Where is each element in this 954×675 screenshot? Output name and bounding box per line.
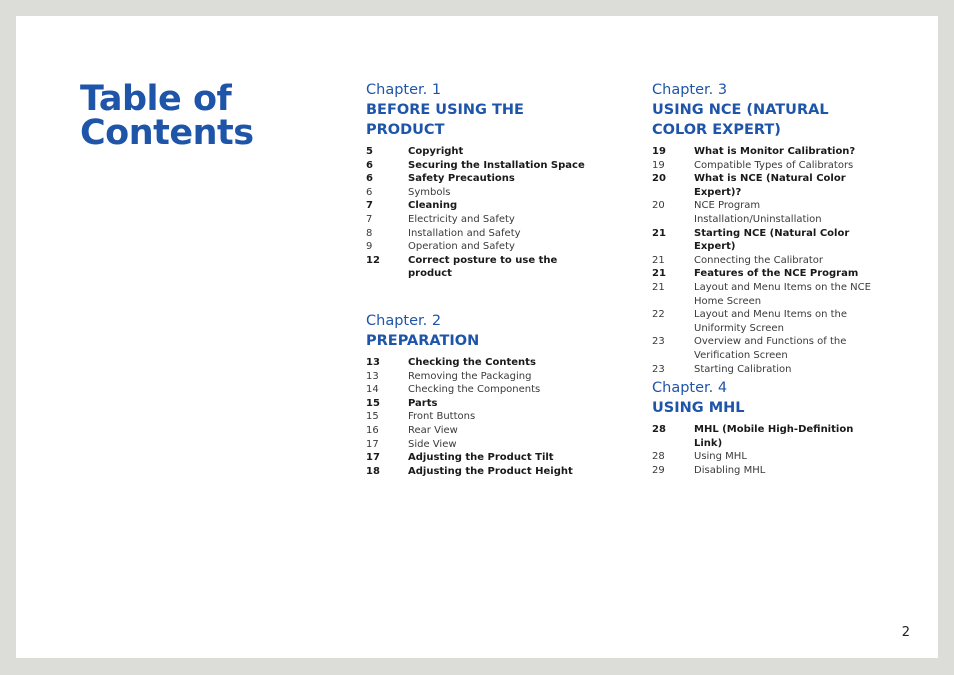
page-number: 2 <box>901 625 910 640</box>
toc-entry-link[interactable] <box>652 199 884 226</box>
toc-entry-text: Adjusting the Product Height <box>408 465 573 477</box>
page-title-line-2: Contents <box>80 113 254 153</box>
toc-entry-text: Securing the Installation Space <box>408 159 585 171</box>
toc-entry-link[interactable] <box>366 370 596 384</box>
toc-entry-text: Layout and Menu Items on the Uniformity Screen <box>694 309 847 334</box>
toc-entry-link[interactable] <box>366 145 596 159</box>
chapter-title <box>652 398 882 418</box>
toc-entry-text: Layout and Menu Items on the NCE Home Screen <box>694 281 871 307</box>
toc-entry-page: 23 <box>652 336 665 348</box>
toc-entry-link[interactable] <box>366 383 596 397</box>
chapter-title-line: COLOR EXPERT) <box>652 122 781 138</box>
chapter-3-section <box>652 80 884 376</box>
toc-entry-page: 9 <box>366 241 373 253</box>
toc-entry-text: Adjusting the Product Tilt <box>408 452 554 464</box>
toc-entry-page: 28 <box>652 424 666 435</box>
chapter-label: Chapter. 1 <box>366 82 442 98</box>
toc-entry-page: 7 <box>366 213 373 225</box>
toc-entry-link[interactable] <box>652 335 884 362</box>
toc-entry-link[interactable] <box>652 423 882 450</box>
toc-entry-link[interactable] <box>652 172 884 199</box>
toc-entry-text: MHL (Mobile High-Definition Link) <box>694 424 854 449</box>
toc-entry-link[interactable] <box>366 356 596 370</box>
toc-entry-link[interactable] <box>366 410 596 424</box>
toc-entry-page: 16 <box>366 424 379 436</box>
chapter-title-line: BEFORE USING THE <box>366 102 524 118</box>
toc-entry-page: 17 <box>366 438 379 450</box>
toc-entry-text: Features of the NCE Program <box>694 268 859 280</box>
page-title <box>80 79 340 153</box>
toc-entry-text: Starting NCE (Natural Color Expert) <box>694 227 850 253</box>
chapter-1-section <box>366 80 596 281</box>
toc-entry-page: 13 <box>366 370 379 382</box>
toc-entry-text: Starting Calibration <box>694 363 792 375</box>
toc-entry-link[interactable] <box>652 254 884 268</box>
toc-entry-page: 12 <box>366 254 380 266</box>
toc-entry-link[interactable] <box>366 213 596 227</box>
toc-entry-page: 14 <box>366 384 379 396</box>
chapter-title-line: USING MHL <box>652 400 745 416</box>
toc-entry-link[interactable] <box>366 159 596 173</box>
toc-entry-text: Copyright <box>408 146 464 157</box>
chapter-label: Chapter. 3 <box>652 82 728 98</box>
toc-entry-page: 21 <box>652 281 665 293</box>
toc-entry-link[interactable] <box>366 240 596 254</box>
toc-entry-page: 18 <box>366 465 380 477</box>
chapter-title-line: USING NCE (NATURAL <box>652 102 829 118</box>
toc-entry-link[interactable] <box>366 227 596 241</box>
chapter-title <box>652 100 884 140</box>
toc-entry-link[interactable] <box>366 438 596 452</box>
toc-entry-text: Compatible Types of Calibrators <box>694 159 854 171</box>
chapter-label: Chapter. 2 <box>366 313 442 329</box>
toc-entry-link[interactable] <box>652 464 882 478</box>
toc-entry-text: NCE Program Installation/Uninstallation <box>694 200 822 225</box>
toc-entry-text: What is NCE (Natural Color Expert)? <box>694 173 846 198</box>
toc-entry-text: Side View <box>408 438 457 450</box>
page-title-line-1: Table of <box>80 79 232 119</box>
chapter-title <box>366 100 596 140</box>
toc-entry-link[interactable] <box>366 451 596 465</box>
toc-entry-link[interactable] <box>366 186 596 200</box>
toc-entry-text: Checking the Components <box>408 384 541 396</box>
toc-entry-text: Rear View <box>408 424 458 436</box>
toc-entry-page: 29 <box>652 464 665 476</box>
toc-entry-page: 15 <box>366 411 379 423</box>
toc-entry-text: Electricity and Safety <box>408 213 515 225</box>
toc-entry-link[interactable] <box>366 465 596 479</box>
toc-entry-page: 7 <box>366 200 373 212</box>
toc-entry-link[interactable] <box>652 145 884 159</box>
toc-entry-text: Correct posture to use the product <box>408 254 558 280</box>
toc-entry-page: 19 <box>652 146 666 157</box>
toc-entry-text: Installation and Safety <box>408 227 521 239</box>
toc-entry-link[interactable] <box>652 450 882 464</box>
toc-entry-text: Connecting the Calibrator <box>694 254 823 266</box>
document-page <box>16 16 938 658</box>
toc-entry-page: 19 <box>652 159 665 171</box>
toc-entry-page: 6 <box>366 159 373 171</box>
chapter-2-section <box>366 311 596 478</box>
toc-entry-text: Overview and Functions of the Verification Screen <box>694 336 847 361</box>
toc-entry-link[interactable] <box>652 281 884 308</box>
toc-entry-link[interactable] <box>366 199 596 213</box>
toc-entry-page: 21 <box>652 268 666 280</box>
chapter-4-section <box>652 378 882 477</box>
chapter-label: Chapter. 4 <box>652 380 728 396</box>
toc-entry-link[interactable] <box>366 172 596 186</box>
toc-entry-link[interactable] <box>652 227 884 254</box>
toc-entry-text: Disabling MHL <box>694 464 766 476</box>
chapter-title-line: PRODUCT <box>366 122 445 138</box>
toc-entry-page: 8 <box>366 227 373 239</box>
toc-entry-page: 28 <box>652 451 665 463</box>
chapter-title <box>366 331 596 351</box>
toc-entry-link[interactable] <box>366 424 596 438</box>
toc-entry-page: 20 <box>652 173 666 185</box>
toc-entry-text: Checking the Contents <box>408 357 536 368</box>
toc-entry-link[interactable] <box>652 267 884 281</box>
toc-entry-link[interactable] <box>652 308 884 335</box>
toc-entry-text: What is Monitor Calibration? <box>694 146 856 157</box>
toc-entry-text: Operation and Safety <box>408 241 515 253</box>
toc-entry-page: 6 <box>366 173 373 185</box>
toc-entry-link[interactable] <box>652 159 884 173</box>
toc-entry-page: 22 <box>652 309 665 321</box>
toc-entry-link[interactable] <box>652 363 884 377</box>
toc-entry-text: Removing the Packaging <box>408 370 532 382</box>
toc-entry-page: 13 <box>366 357 380 368</box>
toc-entry-text: Cleaning <box>408 200 458 212</box>
toc-entry-text: Front Buttons <box>408 411 476 423</box>
toc-entry-page: 17 <box>366 452 380 464</box>
toc-entry-page: 20 <box>652 200 665 212</box>
toc-entry-page: 21 <box>652 227 666 239</box>
toc-entry-text: Using MHL <box>694 451 747 463</box>
toc-entry-page: 5 <box>366 146 373 157</box>
toc-entry-link[interactable] <box>366 254 596 281</box>
chapter-title-line: PREPARATION <box>366 333 480 349</box>
toc-entry-page: 15 <box>366 397 380 409</box>
toc-entry-text: Safety Precautions <box>408 173 515 185</box>
toc-entry-text: Parts <box>408 397 438 409</box>
toc-entry-text: Symbols <box>408 186 451 198</box>
toc-entry-page: 23 <box>652 363 665 375</box>
toc-entry-page: 21 <box>652 254 665 266</box>
toc-entry-link[interactable] <box>366 397 596 411</box>
toc-entry-page: 6 <box>366 186 373 198</box>
